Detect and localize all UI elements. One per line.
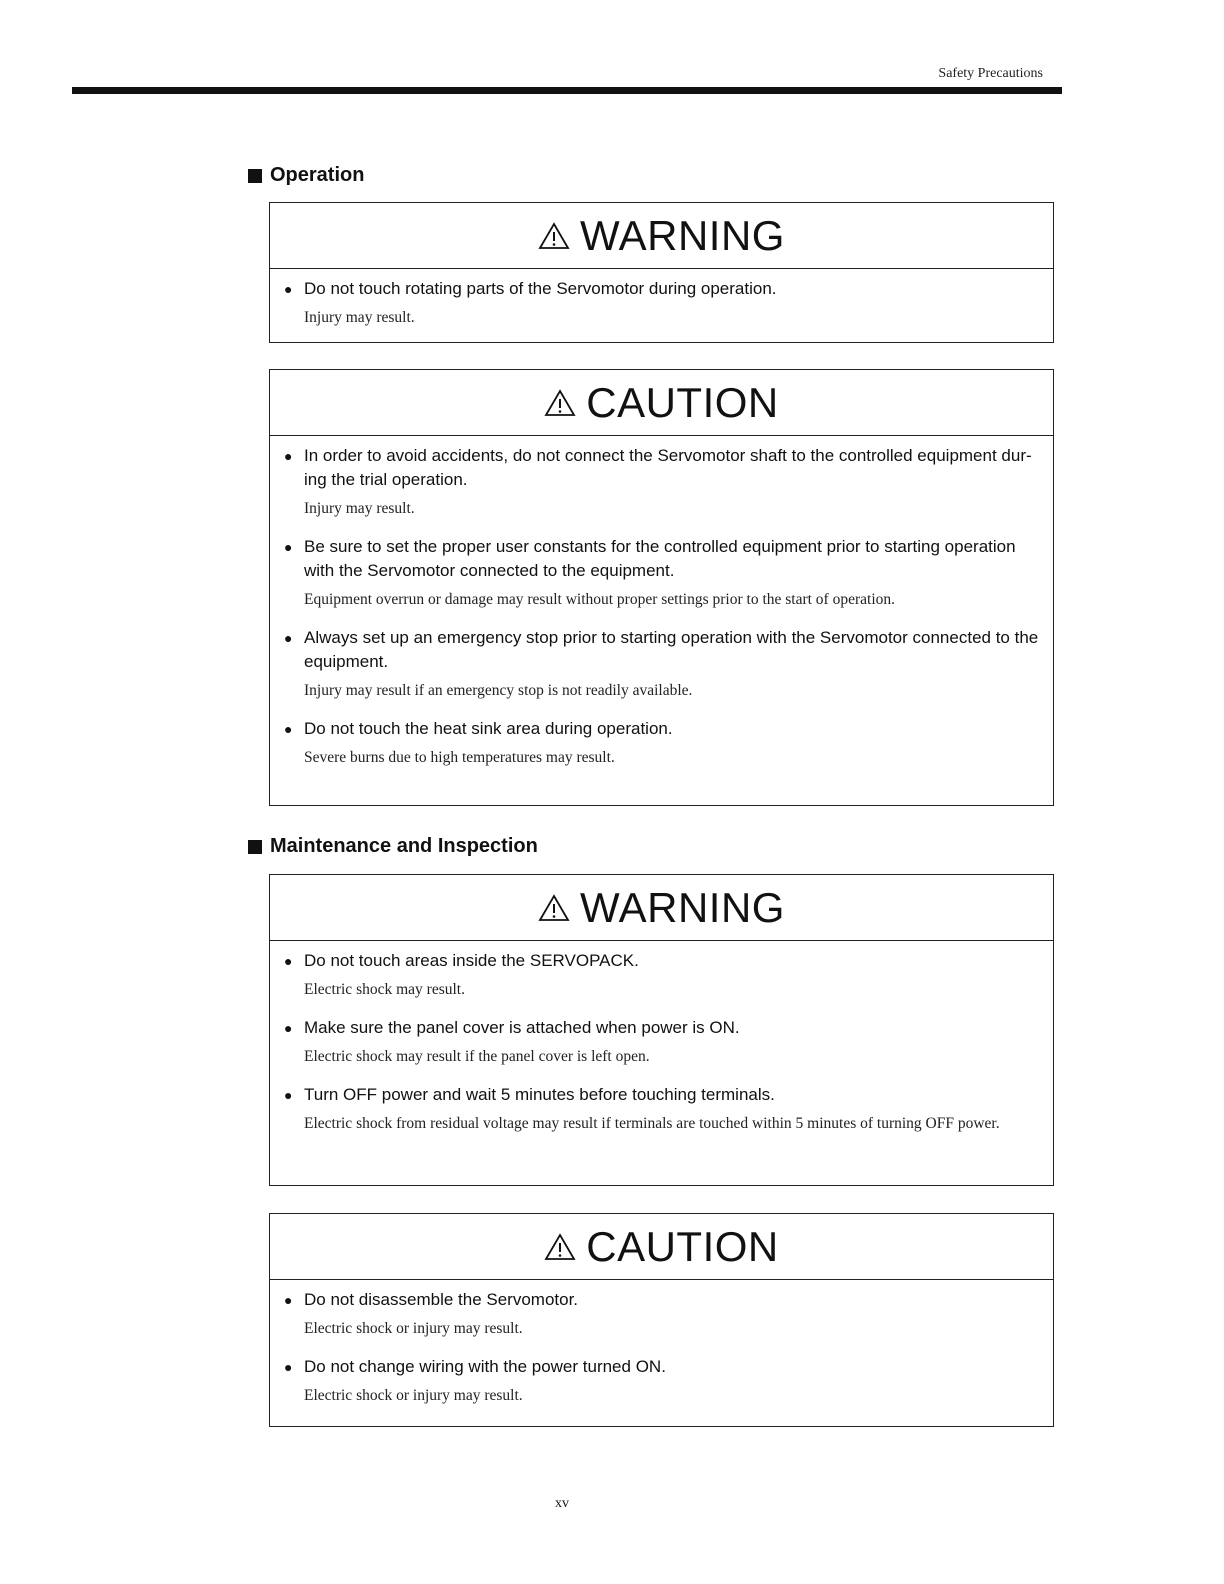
caution-box-maintenance	[269, 1213, 1054, 1427]
list-item	[284, 1016, 1043, 1069]
item-note: Electric shock may result if the panel cover is left open.	[304, 1048, 650, 1065]
item-note: Severe burns due to high temperatures may result.	[304, 749, 615, 766]
square-bullet-icon	[248, 169, 262, 183]
list-item	[284, 626, 1043, 703]
bullet-icon: ●	[284, 1359, 293, 1375]
box-title-label: WARNING	[580, 211, 785, 259]
list-item	[284, 444, 1043, 521]
section-heading-operation	[248, 164, 364, 187]
bullet-icon: ●	[284, 448, 293, 464]
item-note: Electric shock from residual voltage may result if terminals are touched within 5 minutes of turning OFF power.	[304, 1115, 1000, 1132]
bullet-icon: ●	[284, 1020, 293, 1036]
list-item	[284, 1355, 1043, 1408]
item-text: Make sure the panel cover is attached when power is ON.	[304, 1018, 740, 1037]
item-note: Electric shock or injury may result.	[304, 1320, 523, 1337]
box-title-label: CAUTION	[586, 1222, 779, 1270]
item-text: Do not disassemble the Servomotor.	[304, 1290, 579, 1309]
item-note: Equipment overrun or damage may result without proper settings prior to the start of operation.	[304, 591, 896, 608]
section-heading-label: Operation	[270, 164, 365, 186]
square-bullet-icon	[248, 840, 262, 854]
list-item	[284, 535, 1043, 612]
item-note: Injury may result if an emergency stop is not readily available.	[304, 682, 693, 699]
item-text: Be sure to set the proper user constants for the controlled equipment prior to starting operation with the Servomotor connected to the equipment.	[304, 537, 1016, 580]
bullet-icon: ●	[284, 539, 293, 555]
page-number: xv	[555, 1496, 569, 1511]
item-text: Do not touch rotating parts of the Servomotor during operation.	[304, 279, 777, 298]
item-note: Electric shock or injury may result.	[304, 1387, 523, 1404]
warning-box-operation	[269, 202, 1054, 343]
bullet-icon: ●	[284, 953, 293, 969]
box-title-label: WARNING	[580, 883, 785, 931]
list-item	[284, 277, 1043, 330]
box-title-label: CAUTION	[586, 378, 779, 426]
list-item	[284, 717, 1043, 770]
item-note: Electric shock may result.	[304, 981, 465, 998]
box-title	[270, 1214, 1053, 1280]
bullet-icon: ●	[284, 630, 293, 646]
bullet-icon: ●	[284, 1087, 293, 1103]
list-item	[284, 949, 1043, 1002]
item-text: In order to avoid accidents, do not connect the Servomotor shaft to the controlled equipment dur-ing the trial operation.	[304, 446, 1032, 489]
item-note: Injury may result.	[304, 500, 415, 517]
item-text: Always set up an emergency stop prior to starting operation with the Servomotor connected to the equipment.	[304, 628, 1039, 671]
bullet-icon: ●	[284, 721, 293, 737]
list-item	[284, 1083, 1043, 1136]
bullet-icon: ●	[284, 1292, 293, 1308]
box-title	[270, 203, 1053, 269]
warning-triangle-icon	[544, 1233, 576, 1261]
box-title	[270, 370, 1053, 436]
box-title	[270, 875, 1053, 941]
header-rule	[72, 87, 1062, 94]
warning-triangle-icon	[544, 389, 576, 417]
item-note: Injury may result.	[304, 309, 415, 326]
warning-box-maintenance	[269, 874, 1054, 1186]
item-text: Do not touch areas inside the SERVOPACK.	[304, 951, 639, 970]
caution-box-operation	[269, 369, 1054, 806]
list-item	[284, 1288, 1043, 1341]
bullet-icon: ●	[284, 281, 293, 297]
item-text: Do not change wiring with the power turned ON.	[304, 1357, 666, 1376]
item-text: Do not touch the heat sink area during operation.	[304, 719, 673, 738]
section-heading-label: Maintenance and Inspection	[270, 835, 538, 857]
item-text: Turn OFF power and wait 5 minutes before touching terminals.	[304, 1085, 775, 1104]
warning-triangle-icon	[538, 894, 570, 922]
running-header: Safety Precautions	[938, 66, 1043, 81]
warning-triangle-icon	[538, 222, 570, 250]
section-heading-maintenance	[248, 835, 538, 858]
